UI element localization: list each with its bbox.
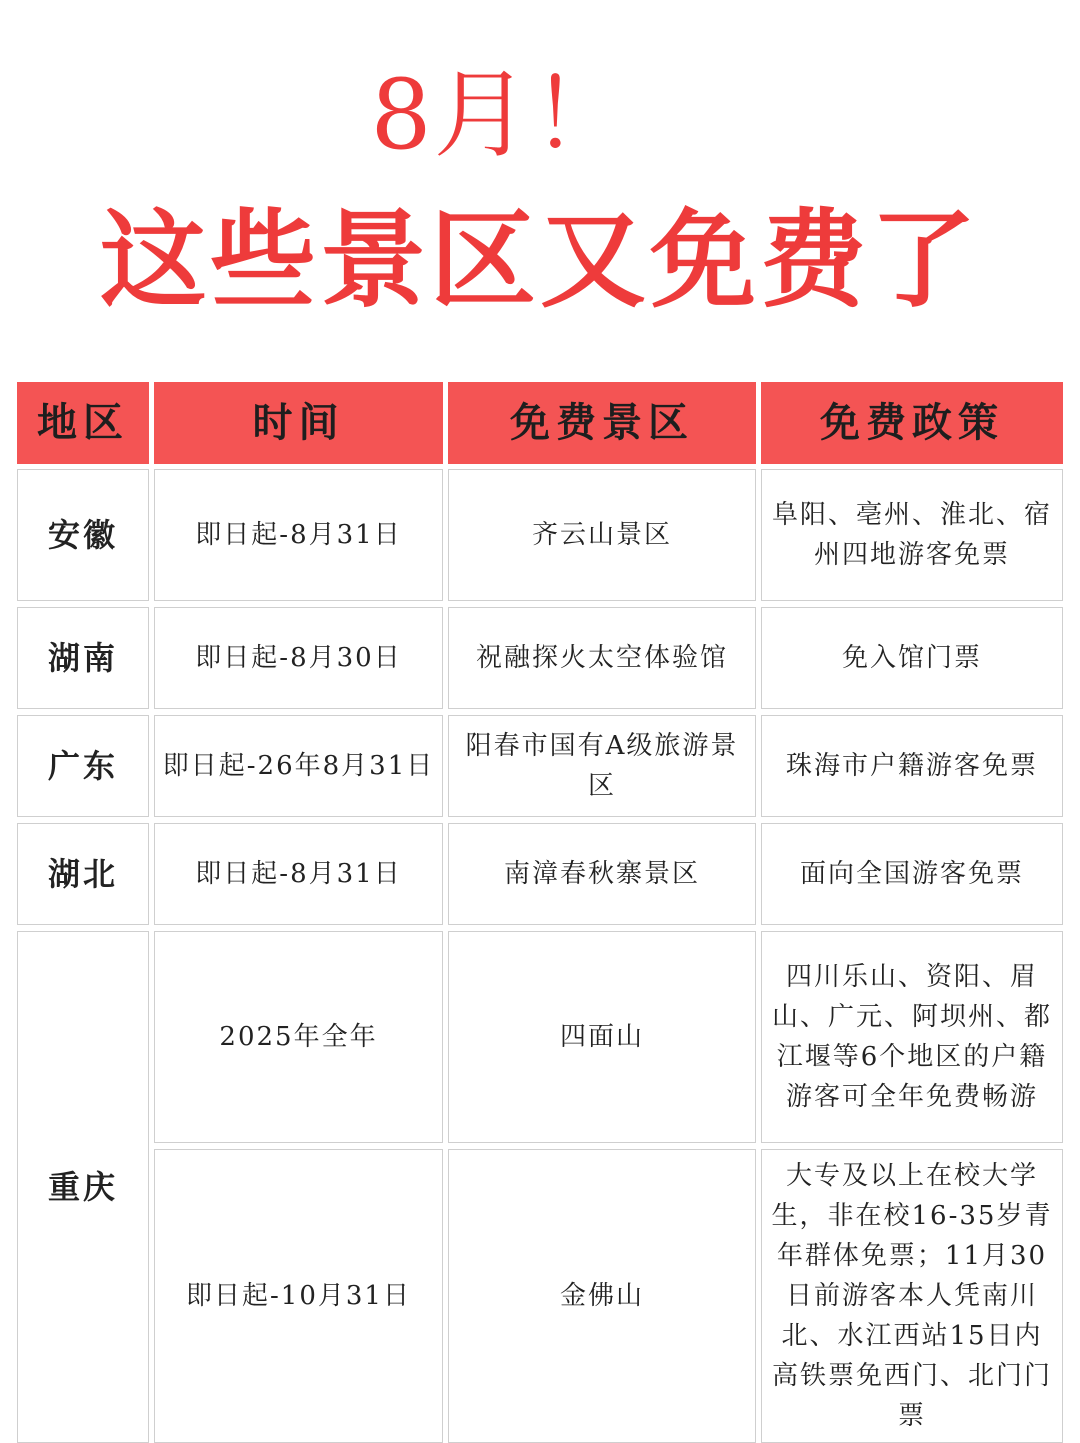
row-2-time: 即日起-8月30日 [154, 607, 443, 709]
header-policy: 免费政策 [761, 382, 1063, 464]
row-6-time: 即日起-10月31日 [154, 1149, 443, 1443]
page-title-line2: 这些景区又免费了 [100, 197, 980, 322]
header-region: 地区 [17, 382, 149, 464]
row-5-time: 2025年全年 [154, 931, 443, 1143]
row-6-scenic: 金佛山 [448, 1149, 756, 1443]
row-6-policy: 大专及以上在校大学生，非在校16-35岁青年群体免票；11月30日前游客本人凭南川北、水江西站15日内高铁票免西门、北门门票 [761, 1149, 1063, 1443]
row-4-policy: 面向全国游客免票 [761, 823, 1063, 925]
header-scenic: 免费景区 [448, 382, 756, 464]
row-4-region: 湖北 [17, 823, 149, 925]
row-5-scenic: 四面山 [448, 931, 756, 1143]
row-3-scenic: 阳春市国有A级旅游景区 [448, 715, 756, 817]
row-4-scenic: 南漳春秋寨景区 [448, 823, 756, 925]
row-2-region: 湖南 [17, 607, 149, 709]
row-3-time: 即日起-26年8月31日 [154, 715, 443, 817]
row-1-region: 安徽 [17, 469, 149, 601]
row-1-scenic: 齐云山景区 [448, 469, 756, 601]
row-5-region: 重庆 [17, 931, 149, 1443]
row-1-policy: 阜阳、亳州、淮北、宿州四地游客免票 [761, 469, 1063, 601]
row-2-policy: 免入馆门票 [761, 607, 1063, 709]
header-time: 时间 [154, 382, 443, 464]
row-5-policy: 四川乐山、资阳、眉山、广元、阿坝州、都江堰等6个地区的户籍游客可全年免费畅游 [761, 931, 1063, 1143]
row-1-time: 即日起-8月31日 [154, 469, 443, 601]
free-scenic-table [14, 378, 1066, 1443]
row-4-time: 即日起-8月31日 [154, 823, 443, 925]
row-2-scenic: 祝融探火太空体验馆 [448, 607, 756, 709]
row-3-region: 广东 [17, 715, 149, 817]
page-title-line1: 8月！ [370, 59, 630, 171]
row-3-policy: 珠海市户籍游客免票 [761, 715, 1063, 817]
